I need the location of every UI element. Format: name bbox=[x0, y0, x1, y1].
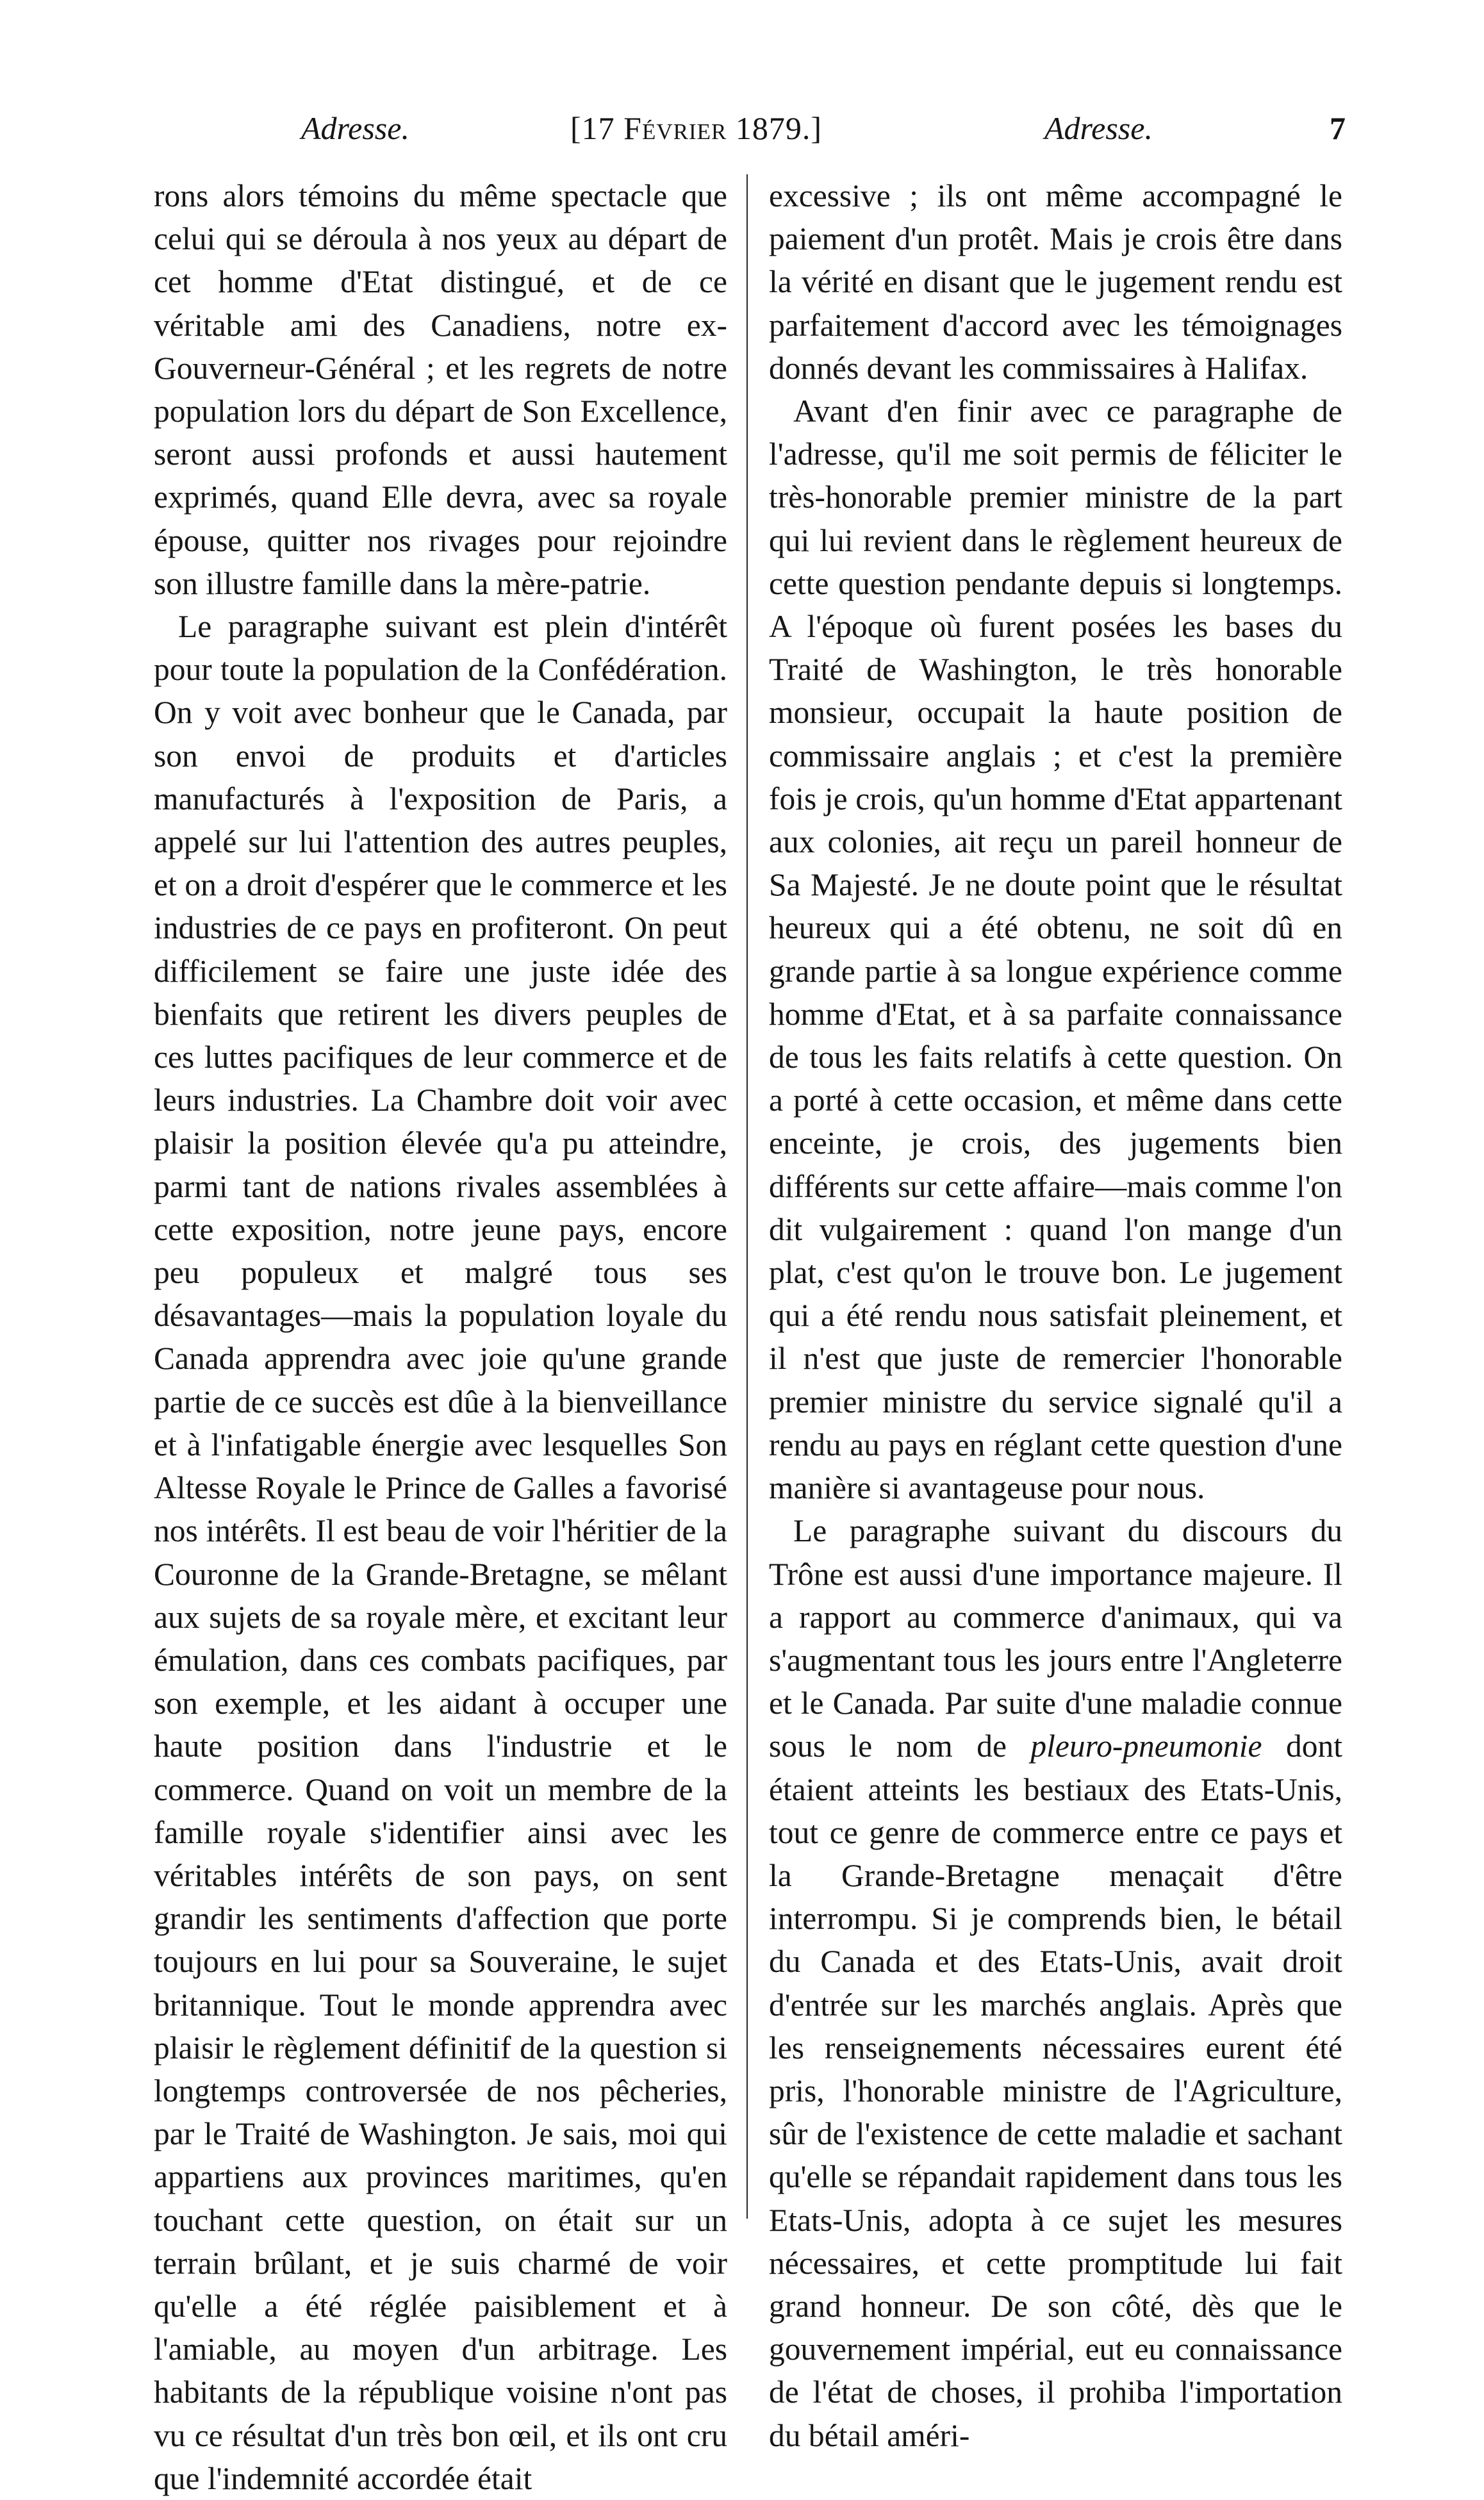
running-head-right: Adresse. bbox=[1044, 110, 1153, 146]
left-paragraph-1: rons alors témoins du même spectacle que celui qui se déroula à nos yeux au départ de cet homme d'Etat distingué, et de ce véritable ami des Canadiens, notre ex-Gouverneur-Général ; et les regrets de notre population lors du départ de Son Excellence, seront aussi profonds et aussi hautement exprimés, quand Elle devra, avec sa royale épouse, quitter nos rivages pour rejoindre son illustre famille dans la mère-patrie. bbox=[154, 178, 727, 601]
right-paragraph-1: excessive ; ils ont même accompagné le paiement d'un protêt. Mais je crois être dans la vérité en disant que le jugement rendu est parfaitement d'accord avec les témoignages donnés devant les commissaires à Halifax. bbox=[769, 178, 1342, 386]
document-page bbox=[154, 103, 1346, 2496]
running-head bbox=[154, 103, 1346, 154]
right-paragraph-3 bbox=[769, 1509, 1342, 2456]
left-paragraph-2: Le paragraphe suivant est plein d'intérêt pour toute la population de la Confédération. On y voit avec bonheur que le Canada, par son envoi de produits et d'articles manufacturés à l'exposition de Paris, a appelé sur lui l'attention des autres peuples, et on a droit d'espérer que le commerce et les industries de ce pays en profiteront. On peut difficilement se faire une juste idée des bienfaits que retirent les divers peuples de ces luttes pacifiques de leur commerce et de leurs industries. La Chambre doit voir avec plaisir la position élevée qu'a pu atteindre, parmi tant de nations rivales assemblées à cette exposition, notre jeune pays, encore peu populeux et malgré tous ses désavantages—mais la population loyale du Canada apprendra avec joie qu'une grande partie de ce succès est dûe à la bienveillance et à l'infatigable énergie avec lesquelles Son Altesse Royale le Prince de Galles a favorisé nos intérêts. Il est beau de voir l'héritier de la Couronne de la Grande-Bretagne, se mêlant aux sujets de sa royale mère, et excitant leur émulation, dans ces combats pacifiques, par son exemple, et les aidant à occuper une haute position dans l'industrie et le commerce. Quand on voit un membre de la famille royale s'identifier ainsi avec les véritables intérêts de son pays, on sent grandir les sentiments d'affection que porte toujours en lui pour sa Souveraine, le sujet britannique. Tout le monde apprendra avec plaisir le règlement définitif de la question si longtemps controversée de nos pêcheries, par le Traité de Washington. Je sais, moi qui appartiens aux provinces maritimes, qu'en touchant cette question, on était sur un terrain brûlant, et je suis charmé de voir qu'elle a été réglée paisiblement et à l'amiable, au moyen d'un arbitrage. Les habitants de la république voisine n'ont pas vu ce résultat d'un très bon œil, et ils ont cru que l'indemnité accordée était bbox=[154, 609, 727, 2496]
italic-term: pleuro-pneumonie bbox=[1030, 1728, 1262, 1764]
right-paragraph-3-start: Le paragraphe suivant du discours du Trône est aussi d'une importance majeure. Il a rapport au commerce d'animaux, qui va s'augmentant tous les jours entre l'Angleterre et le Canada. Par suite d'une maladie connue sous le nom de bbox=[769, 1513, 1342, 1764]
running-head-date: [17 Février 1879.] bbox=[570, 110, 822, 146]
running-head-left: Adresse. bbox=[301, 110, 409, 146]
right-paragraph-2: Avant d'en finir avec ce paragraphe de l'adresse, qu'il me soit permis de féliciter le très-honorable premier ministre de la part qui lui revient dans le règlement heureux de cette question pendante depuis si longtemps. A l'époque où furent posées les bases du Traité de Washington, le très honorable monsieur, occupait la haute position de commissaire anglais ; et c'est la première fois je crois, qu'un homme d'Etat appartenant aux colonies, ait reçu un pareil honneur de Sa Majesté. Je ne doute point que le résultat heureux qui a été obtenu, ne soit dû en grande partie à sa longue expérience comme homme d'Etat, et à sa parfaite connaissance de tous les faits relatifs à cette question. On a porté à cette occasion, et même dans cette enceinte, je crois, des jugements bien différents sur cette affaire—mais comme l'on dit vulgairement : quand l'on mange d'un plat, c'est qu'on le trouve bon. Le jugement qui a été rendu nous satisfait pleinement, et il n'est que juste de remercier l'honorable premier ministre du service signalé qu'il a rendu au pays en réglant cette question d'une manière si avantageuse pour nous. bbox=[769, 393, 1342, 1506]
page-number: 7 bbox=[1330, 110, 1346, 146]
right-paragraph-3-end: dont étaient atteints les bestiaux des Etats-Unis, tout ce genre de commerce entre ce pays et la Grande-Bretagne menaçait d'être interrompu. Si je comprends bien, le bétail du Canada et des Etats-Unis, avait droit d'entrée sur les marchés anglais. Après que les renseignements nécessaires eurent été pris, l'honorable ministre de l'Agriculture, sûr de l'existence de cette maladie et sachant qu'elle se répandait rapidement dans tous les Etats-Unis, adopta à ce sujet les mesures nécessaires, et cette promptitude lui fait grand honneur. De son côté, dès que le gouvernement impérial, eut eu connaissance de l'état de choses, il prohiba l'importation du bétail améri- bbox=[769, 1728, 1342, 2453]
left-column bbox=[154, 174, 727, 2500]
column-divider bbox=[746, 174, 748, 2219]
right-column bbox=[769, 174, 1342, 2457]
